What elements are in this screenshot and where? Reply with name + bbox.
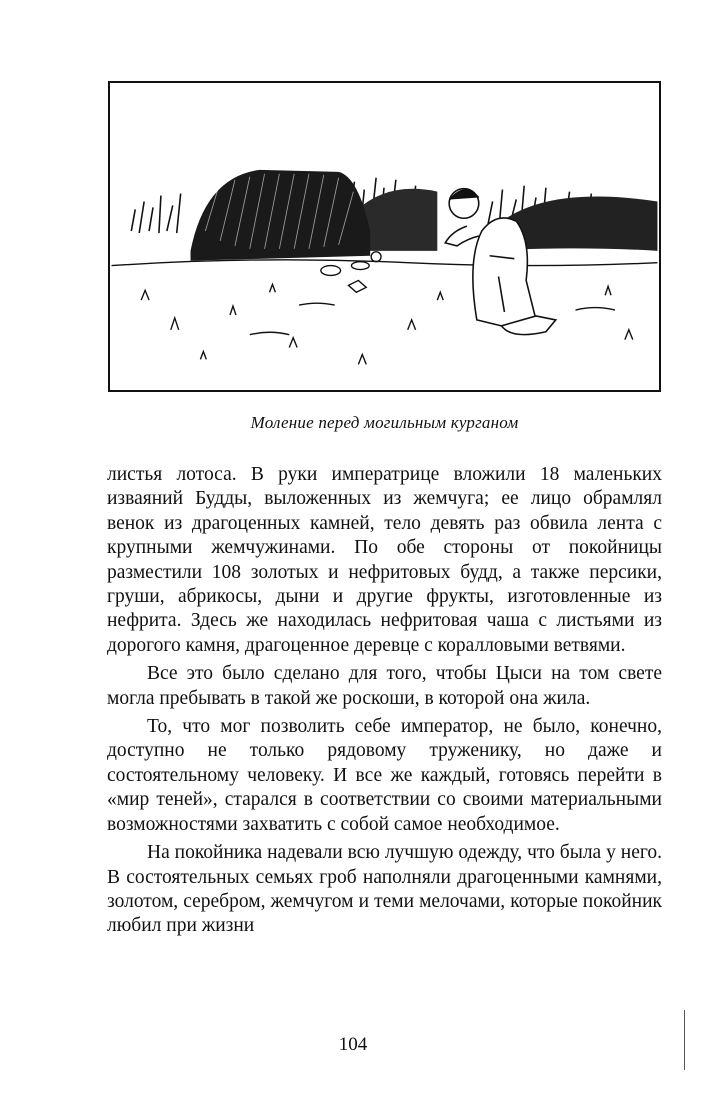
kneeling-figure-illustration (110, 83, 659, 390)
paragraph-4: На покойника надевали всю лучшую одежду, что была у него. В состоятельных семьях гроб наполняли драгоценными камнями, золотом, серебром, жемчугом и теми мелочами, которые покойник любил при жизни (107, 842, 662, 937)
paragraph-3: То, что мог позволить себе император, не было, конечно, доступно не только рядовому труженику, но даже и состоятельному человеку. И все же каждый, готовясь перейти в «мир теней», старался в соответствии со своими материальными возможностями захватить с собой самое необходимое. (107, 716, 662, 835)
figure-caption: Моление перед могильным курганом (250, 413, 519, 432)
page-edge-line (684, 1010, 685, 1070)
paragraph-2: Все это было сделано для того, чтобы Цыси на том свете могла пребывать в такой же роскоши, в которой она жила. (107, 663, 662, 709)
illustration (108, 81, 661, 392)
paragraph-1: листья лотоса. В руки императрице вложили 18 маленьких изваяний Будды, выложенных из жемчуга; ее лицо обрамлял венок из драгоценных камней, тело девять раз обвила лента с крупными жемчужинами. По обе стороны от покойницы разместили 108 золотых и нефритовых будд, а также персики, груши, абрикосы, дыни и другие фрукты, изготовленные из нефрита. Здесь же находилась нефритовая чаша с листьями из дорогого камня, драгоценное деревце с коралловыми ветвями. (107, 464, 662, 656)
page-number: 104 (338, 1034, 368, 1055)
body-text (107, 463, 662, 939)
